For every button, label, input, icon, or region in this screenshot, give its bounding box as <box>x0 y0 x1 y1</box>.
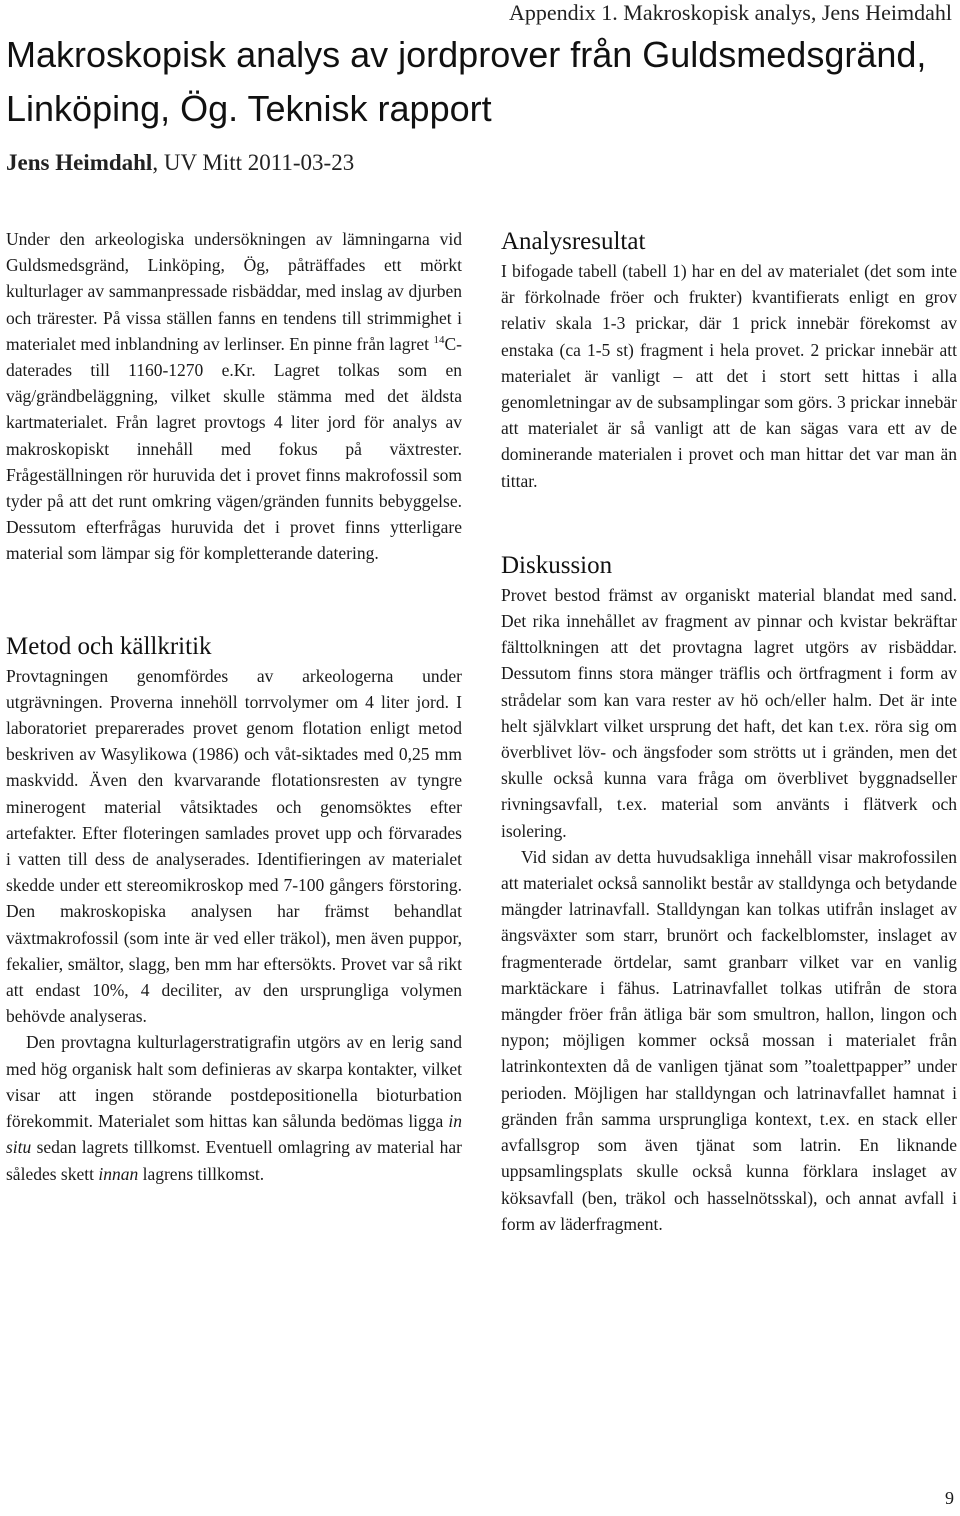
heading-metod: Metod och källkritik <box>6 632 212 660</box>
heading-analysresultat: Analysresultat <box>501 228 646 255</box>
intro-paragraph <box>6 226 462 567</box>
diskussion-paragraph-1: Provet bestod främst av organiskt material blandat med sand. Det rika innehållet av fragment av pinnar och kvistar bekräftar fälttolkningen att det provtagna lagret utgörs av risbäddar. Dessutom finns stora mänger träflis och örtfragment i form av strådelar som kan vara rester av hö och/eller halm. Det är inte helt självklart vilket ursprung det haft, det kan t.ex. röra sig om överblivet löv- och ängsfoder som strötts ut i gränden, men det skulle också kunna vara fråga om överblivet byggnadseller rivningsavfall, t.ex. material som använts i flätverk och isolering. <box>501 584 957 841</box>
metod-p2-em-in-situ: in situ <box>6 1111 462 1158</box>
analys-paragraph: I bifogade tabell (tabell 1) har en del av materialet (det som inte är förkolnade fröer och frukter) kvantifierats enligt en grov relativ skala 1-3 prickar, där 1 prick innebär förekomst av enstaka (ca 1-5 st) fragment i hela provet. 2 prickar innebär att materialet är vanligt – att det i stort sett hittas i alla genomletningar av de subsamplingar som görs. 3 prickar innebär att materialet är så vanligt att de kan sägas vara ett av de dominerande materialen i provet och man hittar det var man än tittar. <box>501 261 957 491</box>
document-title: Makroskopisk analys av jordprover från Guldsmedsgränd, Linköping, Ög. Teknisk rapport <box>6 34 927 129</box>
intro-text-a: Under den arkeologiska undersökningen av lämningarna vid Guldsmedsgränd, Linköping, Ög, påträffades ett mörkt kulturlager av sammanpressade risbäddar, med inslag av djurben och trärester. På vissa ställen fanns en tendens till strimmighet i materialet med inblandning av lerlinser. En pinne från lagret <box>6 229 462 354</box>
diskussion-paragraph-2: Vid sidan av detta huvudsakliga innehåll visar makrofossilen att materialet också sannolikt består av stalldynga och betydande mängder latrinavfall. Stalldyngan kan tolkas utifrån inslaget av ängsväxter som starr, brunört och fackelblomster, inslaget av fragmenterade örtdelar, samt granbarr vilket var en vanlig marktäckare i fähus. Latrinavfallet tolkas utifrån de stora mängder fröer från ätliga bär som smultron, hallon, lingon och nypon; möjligen kommer också mossan i materialet från latrinkontexten då de vanligen tjänat som ”toalettpapper” under perioden. Möjligen har stalldyngan och latrinavfallet hamnat i gränden från samma ursprungliga kontext, t.ex. en stack eller avfallsgrop som även tjänat som latrin. En liknande uppsamlingsplats skulle också kunna förklara inslaget av köksavfall (ben, träkol och hasselnötsskal), och annat avfall i form av läderfragment. <box>501 846 957 1234</box>
metod-p2-text-b: sedan lagrets tillkomst. Eventuell omlagring av material har således skett <box>6 1137 462 1184</box>
author-name: Jens Heimdahl <box>6 150 153 175</box>
intro-text-b: C-daterades till 1160-1270 e.Kr. Lagret tolkas som en väg/grändbeläggning, vilket skulle stämma med det äldsta kartmaterialet. Från lagret provtogs 4 liter jord för analys av makroskopiskt innehåll med fokus på växtrester. Frågeställningen rör huruvida det i provet finns makrofossil som tyder på att det runt omkring vägen/gränden funnits bebyggelse. Dessutom efterfrågas huruvida det i provet finns ytterligare material som lämpar sig för kompletterande datering. <box>6 333 462 564</box>
metod-paragraph-1: Provtagningen genomfördes av arkeologerna under utgrävningen. Proverna innehöll torrvolymer om 4 liter jord. I laboratoriet preparerades provet genom flotation enligt metod beskriven av Wasylikowa (1986) och våt-siktades med 0,25 mm maskvidd. Även den kvarvarande flotationsresten av tyngre minerogent material våtsiktades och genomsöktes efter artefakter. Efter floteringen samlades provet upp och förvarades i vatten till dess de analyserades. Identifieringen av materialet skedde under ett stereomikroskop med 7-100 gångers förstoring. Den makroskopiska analysen har främst behandlat växtmakrofossil (som inte är ved eller träkol), men även puppor, fekalier, smältor, slagg, ben mm har eftersökts. Provet var så rikt att endast 10%, 4 deciliter, av den ursprungliga volymen behövde analyseras. <box>6 665 462 1027</box>
heading-diskussion: Diskussion <box>501 551 613 579</box>
right-column <box>501 226 957 1237</box>
metod-paragraph-2 <box>6 1029 462 1186</box>
author-affiliation-date: , UV Mitt 2011-03-23 <box>152 150 355 175</box>
left-column <box>6 226 462 1187</box>
superscript-14: 14 <box>433 333 445 346</box>
author-line <box>6 150 354 176</box>
metod-p2-text-a: Den provtagna kulturlagerstratigrafin utgörs av en lerig sand med hög organisk halt som definieras av skarpa kontakter, vilket visar att ingen störande postdepositionella bioturbation förekommit. Materialet som hittas kan sålunda bedömas ligga <box>6 1032 462 1132</box>
metod-p2-text-c: lagrens tillkomst. <box>138 1163 265 1184</box>
page-number: 9 <box>945 1488 954 1508</box>
metod-p2-em-innan: innan <box>98 1163 139 1184</box>
appendix-header: Appendix 1. Makroskopisk analys, Jens Heimdahl <box>509 0 952 25</box>
